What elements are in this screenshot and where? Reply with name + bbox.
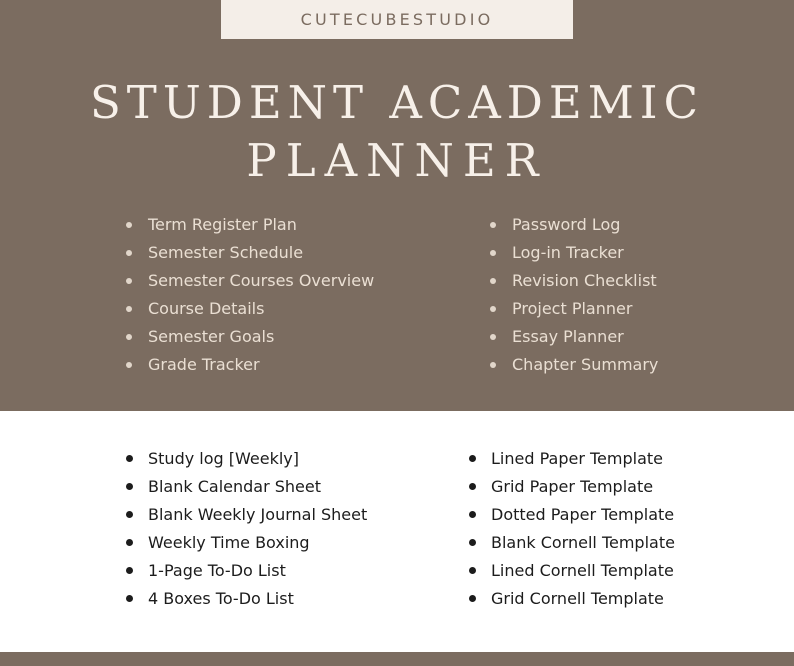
list-item: 4 Boxes To-Do List	[124, 585, 367, 613]
list-item: Grid Cornell Template	[467, 585, 675, 613]
title-line-2: PLANNER	[246, 134, 548, 187]
feature-list-bottom-left	[124, 445, 367, 613]
list-item: Log-in Tracker	[488, 239, 658, 267]
brand-name: CUTECUBESTUDIO	[300, 10, 494, 29]
list-item: Semester Courses Overview	[124, 267, 374, 295]
list-item: Revision Checklist	[488, 267, 658, 295]
list-item: Lined Cornell Template	[467, 557, 675, 585]
brand-label-box	[221, 0, 573, 39]
list-item: Dotted Paper Template	[467, 501, 675, 529]
list-item: Study log [Weekly]	[124, 445, 367, 473]
list-item: Essay Planner	[488, 323, 658, 351]
list-item: Course Details	[124, 295, 374, 323]
feature-list-top-right	[488, 211, 658, 379]
list-item: Password Log	[488, 211, 658, 239]
feature-list-top-left	[124, 211, 374, 379]
list-item: Weekly Time Boxing	[124, 529, 367, 557]
list-item: Blank Weekly Journal Sheet	[124, 501, 367, 529]
list-item: Lined Paper Template	[467, 445, 675, 473]
list-item: 1-Page To-Do List	[124, 557, 367, 585]
footer-bar	[0, 652, 794, 666]
title-line-1: STUDENT ACADEMIC	[89, 76, 705, 129]
list-item: Grid Paper Template	[467, 473, 675, 501]
list-item: Project Planner	[488, 295, 658, 323]
list-item: Blank Cornell Template	[467, 529, 675, 557]
list-item: Chapter Summary	[488, 351, 658, 379]
feature-list-bottom-right	[467, 445, 675, 613]
list-item: Term Register Plan	[124, 211, 374, 239]
list-item: Semester Goals	[124, 323, 374, 351]
list-item: Blank Calendar Sheet	[124, 473, 367, 501]
list-item: Semester Schedule	[124, 239, 374, 267]
list-item: Grade Tracker	[124, 351, 374, 379]
